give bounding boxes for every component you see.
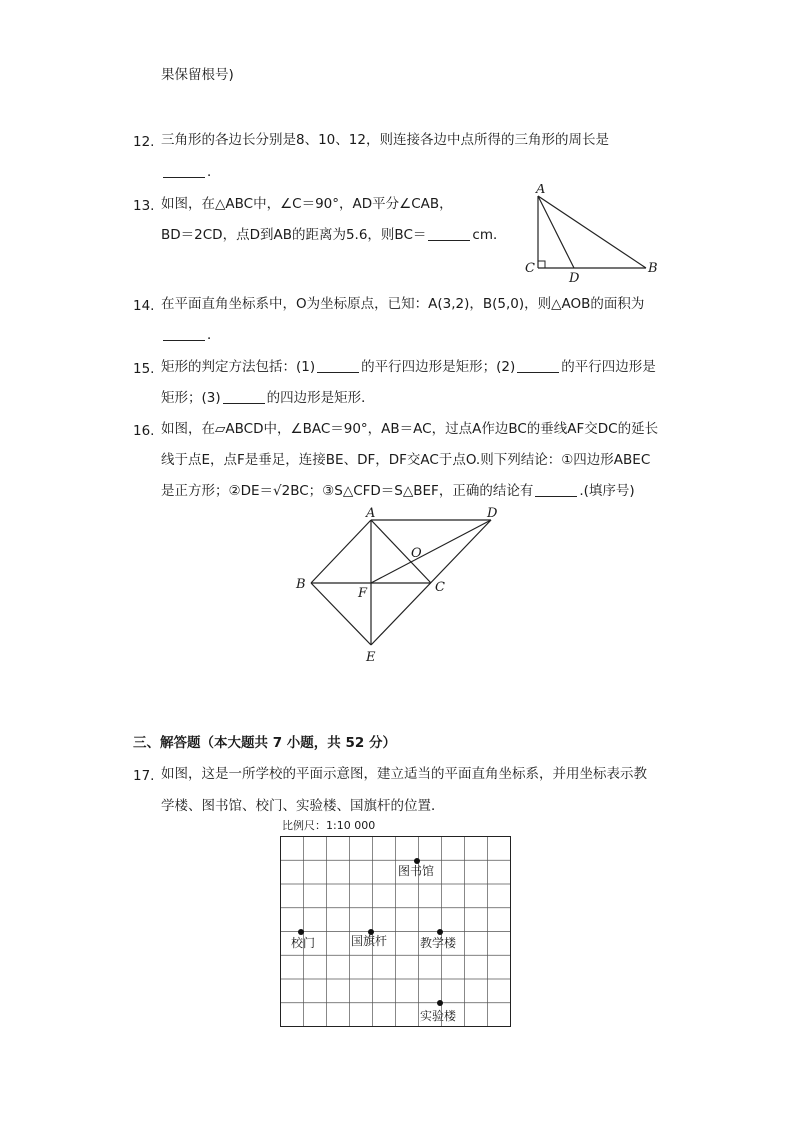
q16-line-df xyxy=(371,520,491,583)
q16-label-b: B xyxy=(296,577,306,592)
teaching-building-point xyxy=(437,929,443,935)
q14-answer-line xyxy=(161,326,221,344)
q14-end: ． xyxy=(207,327,221,343)
q16-label-e: E xyxy=(366,650,376,665)
q16-label-c: C xyxy=(435,580,445,595)
q12-number: 12. xyxy=(133,134,155,150)
q15-line2-a: 矩形；(3) xyxy=(161,390,221,406)
q16-text-line1: 如图，在▱ABCD中，∠BAC＝90°，AB＝AC，过点A作边BC的垂线AF交DC的延长 xyxy=(161,421,659,437)
q16-text-line3 xyxy=(161,482,635,500)
q12-end: ． xyxy=(207,164,221,180)
q15-text-line1 xyxy=(161,358,656,376)
lab-building-point xyxy=(437,1000,443,1006)
q16-label-d: D xyxy=(487,506,498,521)
q17-text-line1: 如图，这是一所学校的平面示意图，建立适当的平面直角坐标系，并用坐标表示教 xyxy=(161,766,647,782)
section-3-heading: 三、解答题（本大题共 7 小题，共 52 分） xyxy=(133,735,396,751)
q17-text-line2: 学楼、图书馆、校门、实验楼、国旗杆的位置． xyxy=(161,798,445,814)
q14-text: 在平面直角坐标系中，O为坐标原点，已知：A(3,2)，B(5,0)，则△AOB的面积为 xyxy=(161,296,645,312)
q15-line1-c: 的平行四边形是 xyxy=(561,359,656,375)
gate-point xyxy=(298,929,304,935)
q16-line3-b: .(填序号) xyxy=(579,483,635,499)
teaching-building-label: 教学楼 xyxy=(420,936,457,950)
q13-text-line2a: BD＝2CD，点D到AB的距离为5.6，则BC＝ xyxy=(161,227,427,243)
q13-label-a: A xyxy=(536,184,546,197)
q16-line3-a: 是正方形；②DE＝√2BC；③S△CFD＝S△BEF，正确的结论有 xyxy=(161,483,534,499)
q15-blank-3[interactable] xyxy=(223,389,265,404)
q15-line2-b: 的四边形是矩形． xyxy=(266,390,375,406)
q16-label-a: A xyxy=(366,506,376,521)
q17-school-map-grid xyxy=(280,836,512,1030)
lab-building-label: 实验楼 xyxy=(420,1009,457,1023)
q13-label-b: B xyxy=(648,261,658,276)
q15-line1-a: 矩形的判定方法包括：(1) xyxy=(161,359,316,375)
q12-text: 三角形的各边长分别是8、10、12，则连接各边中点所得的三角形的周长是 xyxy=(161,132,609,148)
q13-blank[interactable] xyxy=(428,226,470,241)
q15-line1-b: 的平行四边形是矩形；(2) xyxy=(361,359,516,375)
q12-blank[interactable] xyxy=(163,163,205,178)
q13-right-angle-mark xyxy=(538,261,545,268)
q13-label-c: C xyxy=(525,261,535,276)
q16-label-o: O xyxy=(411,546,422,561)
q16-blank[interactable] xyxy=(535,482,577,497)
q13-triangle-figure xyxy=(518,184,668,284)
q16-parallelogram-figure xyxy=(290,505,510,670)
q15-text-line2 xyxy=(161,389,375,407)
q11-tail-text: 果保留根号) xyxy=(161,67,234,83)
q14-number: 14. xyxy=(133,298,155,314)
gate-label: 校门 xyxy=(291,936,316,950)
q16-number: 16. xyxy=(133,423,155,439)
q13-segment-ad xyxy=(538,196,574,268)
flagpole-label: 国旗杆 xyxy=(351,934,388,948)
q14-blank[interactable] xyxy=(163,326,205,341)
grid-lines xyxy=(281,837,511,1027)
q17-number: 17. xyxy=(133,768,155,784)
q13-side-ab xyxy=(538,196,646,268)
q12-answer-line xyxy=(161,163,221,181)
q13-text-line2b: cm． xyxy=(472,227,507,243)
library-label: 图书馆 xyxy=(398,864,435,878)
q15-blank-1[interactable] xyxy=(317,358,359,373)
q16-side-ab xyxy=(311,520,371,583)
q15-number: 15. xyxy=(133,361,155,377)
q13-text-line2 xyxy=(161,226,506,244)
q15-blank-2[interactable] xyxy=(517,358,559,373)
q16-label-f: F xyxy=(358,586,368,601)
q16-text-line2: 线于点E，点F是垂足，连接BE、DF，DF交AC于点O.则下列结论：①四边形ABEC xyxy=(161,452,651,468)
q17-scale-label: 比例尺：1:10 000 xyxy=(282,819,376,832)
q16-diagonal-ac xyxy=(371,520,431,583)
q13-number: 13. xyxy=(133,198,155,214)
q13-label-d: D xyxy=(569,271,580,284)
q13-text-line1: 如图，在△ABC中，∠C＝90°，AD平分∠CAB， xyxy=(161,196,453,212)
